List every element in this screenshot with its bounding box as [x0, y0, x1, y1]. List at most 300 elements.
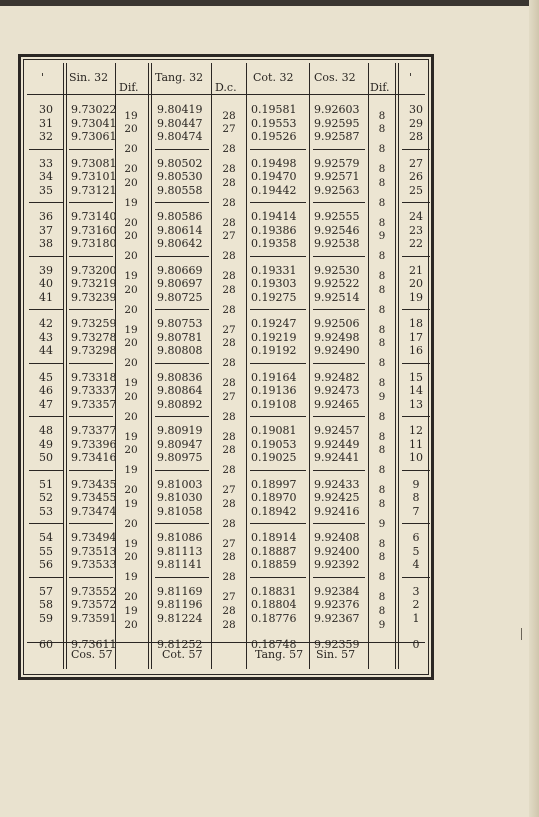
group-separator: [402, 309, 430, 310]
cos-difference: 8: [378, 303, 386, 316]
group-separator: [313, 256, 365, 257]
header-minutes-right: ': [409, 71, 413, 84]
header-minutes-left: ': [41, 71, 45, 84]
cos-difference: 8: [378, 591, 386, 604]
header-dif-cos: Dif.: [370, 81, 390, 94]
cot-value: 0.18831: [251, 584, 297, 598]
sin-value: 9.73061: [71, 130, 117, 143]
cot-value: 0.19386: [251, 223, 297, 237]
minute-right: 26: [409, 170, 423, 183]
cos-value: 9.92392: [314, 558, 360, 571]
sin-value: 9.73101: [71, 170, 117, 183]
group-separator: [313, 309, 365, 310]
minute-right: 29: [409, 116, 423, 130]
tang-value: 9.80919: [157, 424, 203, 437]
minute-left: 31: [39, 116, 53, 130]
minute-right: 27: [409, 156, 423, 170]
cot-value: 0.19275: [251, 290, 297, 304]
sin-difference: 19: [124, 270, 138, 283]
tang-value: 9.81224: [157, 611, 203, 625]
sin-difference: 19: [124, 430, 138, 443]
minute-left: 30: [39, 103, 53, 116]
common-difference: 28: [222, 497, 236, 510]
cot-value: 0.18942: [251, 504, 297, 518]
group-separator: [69, 523, 113, 524]
column-divider: [115, 63, 116, 669]
minute-right: 2: [412, 598, 420, 611]
column-divider: [246, 63, 247, 669]
group-separator: [29, 309, 63, 310]
sin-value: 9.73435: [71, 477, 117, 491]
common-difference: 28: [222, 377, 236, 390]
sin-value: 9.73552: [71, 584, 117, 598]
cot-value: 0.19192: [251, 344, 297, 357]
minute-left: 58: [39, 598, 53, 611]
sin-difference: 20: [124, 410, 138, 423]
group-separator: [250, 363, 306, 364]
group-separator: [155, 202, 209, 203]
sin-difference: 19: [124, 604, 138, 617]
cos-difference: 8: [378, 143, 386, 156]
common-difference: 28: [222, 283, 236, 296]
cos-difference: 9: [378, 230, 386, 243]
header-cos: Cos. 32: [314, 71, 356, 84]
group-separator: [69, 149, 113, 150]
cos-value: 9.92506: [314, 317, 360, 330]
cot-value: 0.19025: [251, 451, 297, 464]
common-difference: 27: [222, 323, 236, 336]
cos-difference: 8: [378, 163, 386, 176]
sin-value: 9.73377: [71, 424, 117, 437]
cot-value: 0.19498: [251, 156, 297, 170]
minute-left: 52: [39, 491, 53, 504]
group-separator: [155, 470, 209, 471]
minute-right: 9: [412, 477, 420, 491]
sin-value: 9.73416: [71, 451, 117, 464]
tang-value: 9.81030: [157, 491, 203, 504]
cos-value: 9.92579: [314, 156, 360, 170]
group-separator: [313, 523, 365, 524]
cos-value: 9.92603: [314, 103, 360, 116]
cot-value: 0.18914: [251, 531, 297, 544]
minute-right: 13: [409, 397, 423, 411]
minute-left: 60: [39, 638, 53, 651]
sin-difference: 19: [124, 571, 138, 584]
cos-difference: 8: [378, 484, 386, 497]
column-divider: [63, 63, 64, 669]
group-separator: [250, 416, 306, 417]
common-difference: 28: [222, 109, 236, 122]
common-difference: 27: [222, 230, 236, 243]
cos-difference: 8: [378, 216, 386, 229]
cos-value: 9.92498: [314, 330, 360, 344]
sin-value: 9.73022: [71, 103, 117, 116]
group-separator: [69, 309, 113, 310]
footer-sin: Sin. 57: [316, 648, 356, 661]
minute-left: 50: [39, 451, 53, 464]
group-separator: [69, 202, 113, 203]
tang-value: 9.80808: [157, 344, 203, 357]
cos-difference: 8: [378, 123, 386, 136]
minute-right: 23: [409, 223, 423, 237]
column-divider: [309, 63, 310, 669]
cot-value: 0.18997: [251, 477, 297, 491]
cot-value: 0.19108: [251, 397, 297, 411]
common-difference: 28: [222, 143, 236, 156]
minute-right: 28: [409, 130, 423, 143]
minute-left: 40: [39, 277, 53, 290]
group-separator: [69, 577, 113, 578]
minute-left: 41: [39, 290, 53, 304]
sin-value: 9.73513: [71, 544, 117, 558]
cos-value: 9.92367: [314, 611, 360, 625]
minute-right: 17: [409, 330, 423, 344]
tang-value: 9.80697: [157, 277, 203, 290]
sin-value: 9.73396: [71, 437, 117, 451]
minute-right: 18: [409, 317, 423, 330]
cos-difference: 8: [378, 283, 386, 296]
sin-value: 9.73337: [71, 384, 117, 397]
group-separator: [313, 577, 365, 578]
column-divider: [211, 63, 212, 669]
cos-difference: 8: [378, 323, 386, 336]
cos-value: 9.92482: [314, 370, 360, 384]
group-separator: [29, 416, 63, 417]
cot-value: 0.19247: [251, 317, 297, 330]
sin-difference: 20: [124, 303, 138, 316]
cos-difference: 8: [378, 337, 386, 350]
sin-difference: 19: [124, 109, 138, 122]
tang-value: 9.81058: [157, 504, 203, 518]
sin-value: 9.73591: [71, 611, 117, 625]
minute-right: 10: [409, 451, 423, 464]
minute-left: 48: [39, 424, 53, 437]
cot-value: 0.19553: [251, 116, 297, 130]
sin-difference: 20: [124, 230, 138, 243]
group-separator: [69, 416, 113, 417]
column-divider: [398, 63, 399, 669]
minute-left: 53: [39, 504, 53, 518]
sin-value: 9.73239: [71, 290, 117, 304]
sin-difference: 20: [124, 444, 138, 457]
tang-value: 9.80781: [157, 330, 203, 344]
minute-left: 55: [39, 544, 53, 558]
sin-value: 9.73318: [71, 370, 117, 384]
group-separator: [402, 256, 430, 257]
common-difference: 28: [222, 250, 236, 263]
group-separator: [69, 363, 113, 364]
minute-right: 3: [412, 584, 420, 598]
sin-value: 9.73533: [71, 558, 117, 571]
group-separator: [402, 470, 430, 471]
sin-difference: 20: [124, 618, 138, 631]
cot-value: 0.19581: [251, 103, 297, 116]
page-gutter: [529, 0, 539, 817]
cos-value: 9.92490: [314, 344, 360, 357]
group-separator: [29, 523, 63, 524]
cot-value: 0.18859: [251, 558, 297, 571]
cos-value: 9.92538: [314, 237, 360, 250]
sin-value: 9.73494: [71, 531, 117, 544]
sin-difference: 19: [124, 196, 138, 209]
sin-value: 9.73160: [71, 223, 117, 237]
sin-difference: 20: [124, 143, 138, 156]
common-difference: 28: [222, 430, 236, 443]
minute-right: 6: [412, 531, 420, 544]
group-separator: [155, 256, 209, 257]
header-dc: D.c.: [215, 81, 237, 94]
tang-value: 9.80502: [157, 156, 203, 170]
minute-right: 19: [409, 290, 423, 304]
cot-value: 0.18970: [251, 491, 297, 504]
group-separator: [29, 363, 63, 364]
minute-left: 45: [39, 370, 53, 384]
cos-value: 9.92514: [314, 290, 360, 304]
common-difference: 27: [222, 484, 236, 497]
cos-value: 9.92587: [314, 130, 360, 143]
tang-value: 9.81196: [157, 598, 203, 611]
minute-left: 56: [39, 558, 53, 571]
group-separator: [313, 470, 365, 471]
cot-value: 0.18748: [251, 638, 297, 651]
group-separator: [155, 416, 209, 417]
cos-difference: 9: [378, 618, 386, 631]
cot-value: 0.18776: [251, 611, 297, 625]
cos-difference: 8: [378, 551, 386, 564]
cos-difference: 8: [378, 444, 386, 457]
cos-value: 9.92359: [314, 638, 360, 651]
group-separator: [402, 202, 430, 203]
common-difference: 28: [222, 196, 236, 209]
sin-value: 9.73121: [71, 183, 117, 197]
minute-left: 49: [39, 437, 53, 451]
common-difference: 28: [222, 357, 236, 370]
cos-difference: 8: [378, 250, 386, 263]
cos-difference: 8: [378, 571, 386, 584]
sin-difference: 20: [124, 390, 138, 403]
group-separator: [313, 363, 365, 364]
tang-value: 9.80669: [157, 263, 203, 277]
minute-left: 59: [39, 611, 53, 625]
cos-value: 9.92400: [314, 544, 360, 558]
minute-left: 39: [39, 263, 53, 277]
sin-value: 9.73259: [71, 317, 117, 330]
group-separator: [402, 577, 430, 578]
cot-value: 0.19358: [251, 237, 297, 250]
group-separator: [250, 149, 306, 150]
sin-difference: 20: [124, 337, 138, 350]
tang-value: 9.80558: [157, 183, 203, 197]
tang-value: 9.80419: [157, 103, 203, 116]
minute-right: 20: [409, 277, 423, 290]
group-separator: [29, 470, 63, 471]
cos-value: 9.92563: [314, 183, 360, 197]
cos-difference: 8: [378, 176, 386, 189]
cos-difference: 8: [378, 464, 386, 477]
common-difference: 28: [222, 618, 236, 631]
common-difference: 28: [222, 464, 236, 477]
column-divider: [151, 63, 152, 669]
footer-cot: Cot. 57: [162, 648, 203, 661]
tang-value: 9.80753: [157, 317, 203, 330]
tang-value: 9.80864: [157, 384, 203, 397]
group-separator: [155, 523, 209, 524]
minute-left: 54: [39, 531, 53, 544]
minute-right: 4: [412, 558, 420, 571]
group-separator: [155, 309, 209, 310]
column-divider: [148, 63, 149, 669]
common-difference: 28: [222, 551, 236, 564]
group-separator: [250, 256, 306, 257]
group-separator: [29, 202, 63, 203]
minute-right: 14: [409, 384, 423, 397]
cos-value: 9.92376: [314, 598, 360, 611]
cot-value: 0.19219: [251, 330, 297, 344]
column-divider: [66, 63, 67, 669]
footer-tang: Tang. 57: [255, 648, 304, 661]
cos-value: 9.92522: [314, 277, 360, 290]
group-separator: [69, 470, 113, 471]
group-separator: [250, 523, 306, 524]
minute-left: 47: [39, 397, 53, 411]
common-difference: 27: [222, 390, 236, 403]
sin-difference: 19: [124, 537, 138, 550]
tang-value: 9.80614: [157, 223, 203, 237]
common-difference: 28: [222, 337, 236, 350]
minute-left: 57: [39, 584, 53, 598]
common-difference: 28: [222, 270, 236, 283]
common-difference: 27: [222, 123, 236, 136]
group-separator: [250, 202, 306, 203]
cos-difference: 8: [378, 357, 386, 370]
cot-value: 0.18887: [251, 544, 297, 558]
sin-difference: 19: [124, 323, 138, 336]
tang-value: 9.80474: [157, 130, 203, 143]
cos-difference: 8: [378, 109, 386, 122]
cos-value: 9.92595: [314, 116, 360, 130]
minute-left: 32: [39, 130, 53, 143]
cos-value: 9.92530: [314, 263, 360, 277]
sin-value: 9.73572: [71, 598, 117, 611]
common-difference: 28: [222, 604, 236, 617]
cos-value: 9.92441: [314, 451, 360, 464]
minute-right: 24: [409, 210, 423, 223]
cot-value: 0.19414: [251, 210, 297, 223]
common-difference: 28: [222, 571, 236, 584]
cot-value: 0.18804: [251, 598, 297, 611]
sin-value: 9.73278: [71, 330, 117, 344]
minute-left: 35: [39, 183, 53, 197]
sin-difference: 20: [124, 591, 138, 604]
group-separator: [313, 202, 365, 203]
tang-value: 9.81003: [157, 477, 203, 491]
minute-right: 30: [409, 103, 423, 116]
minute-right: 11: [409, 437, 423, 451]
common-difference: 28: [222, 444, 236, 457]
tang-value: 9.80892: [157, 397, 203, 411]
tang-value: 9.80530: [157, 170, 203, 183]
sin-value: 9.73474: [71, 504, 117, 518]
cot-value: 0.19053: [251, 437, 297, 451]
minute-right: 15: [409, 370, 423, 384]
group-separator: [29, 149, 63, 150]
minute-right: 21: [409, 263, 423, 277]
minute-right: 8: [412, 491, 420, 504]
cos-value: 9.92555: [314, 210, 360, 223]
minute-left: 42: [39, 317, 53, 330]
sin-difference: 20: [124, 357, 138, 370]
cos-difference: 8: [378, 270, 386, 283]
sin-value: 9.73298: [71, 344, 117, 357]
cot-value: 0.19526: [251, 130, 297, 143]
cos-difference: 8: [378, 497, 386, 510]
sin-value: 9.73357: [71, 397, 117, 411]
cos-value: 9.92457: [314, 424, 360, 437]
tang-value: 9.80836: [157, 370, 203, 384]
sin-difference: 20: [124, 484, 138, 497]
column-divider: [395, 63, 396, 669]
common-difference: 28: [222, 216, 236, 229]
tang-value: 9.80586: [157, 210, 203, 223]
cos-difference: 9: [378, 517, 386, 530]
sin-difference: 20: [124, 517, 138, 530]
cot-value: 0.19331: [251, 263, 297, 277]
common-difference: 28: [222, 517, 236, 530]
sin-value: 9.73180: [71, 237, 117, 250]
cot-value: 0.19164: [251, 370, 297, 384]
sin-value: 9.73611: [71, 638, 117, 651]
sin-difference: 20: [124, 283, 138, 296]
cot-value: 0.19136: [251, 384, 297, 397]
common-difference: 27: [222, 591, 236, 604]
footer-cos: Cos. 57: [71, 648, 113, 661]
minute-left: 44: [39, 344, 53, 357]
cot-value: 0.19081: [251, 424, 297, 437]
group-separator: [155, 149, 209, 150]
minute-left: 34: [39, 170, 53, 183]
header-cot: Cot. 32: [253, 71, 294, 84]
sin-value: 9.73041: [71, 116, 117, 130]
sin-difference: 19: [124, 497, 138, 510]
cos-difference: 8: [378, 430, 386, 443]
sin-value: 9.73219: [71, 277, 117, 290]
cos-value: 9.92449: [314, 437, 360, 451]
minute-right: 1: [412, 611, 420, 625]
group-separator: [69, 256, 113, 257]
tang-value: 9.80642: [157, 237, 203, 250]
sin-difference: 19: [124, 377, 138, 390]
sin-difference: 20: [124, 551, 138, 564]
common-difference: 27: [222, 537, 236, 550]
minute-right: 22: [409, 237, 423, 250]
tang-value: 9.81169: [157, 584, 203, 598]
common-difference: 28: [222, 410, 236, 423]
minute-left: 43: [39, 330, 53, 344]
group-separator: [250, 470, 306, 471]
minute-left: 33: [39, 156, 53, 170]
minute-left: 38: [39, 237, 53, 250]
cos-value: 9.92425: [314, 491, 360, 504]
tang-value: 9.80975: [157, 451, 203, 464]
group-separator: [402, 363, 430, 364]
tang-value: 9.80725: [157, 290, 203, 304]
cos-value: 9.92433: [314, 477, 360, 491]
cos-value: 9.92416: [314, 504, 360, 518]
sin-difference: 20: [124, 123, 138, 136]
tang-value: 9.81141: [157, 558, 203, 571]
group-separator: [313, 416, 365, 417]
header-dif-sin: Dif.: [119, 81, 139, 94]
